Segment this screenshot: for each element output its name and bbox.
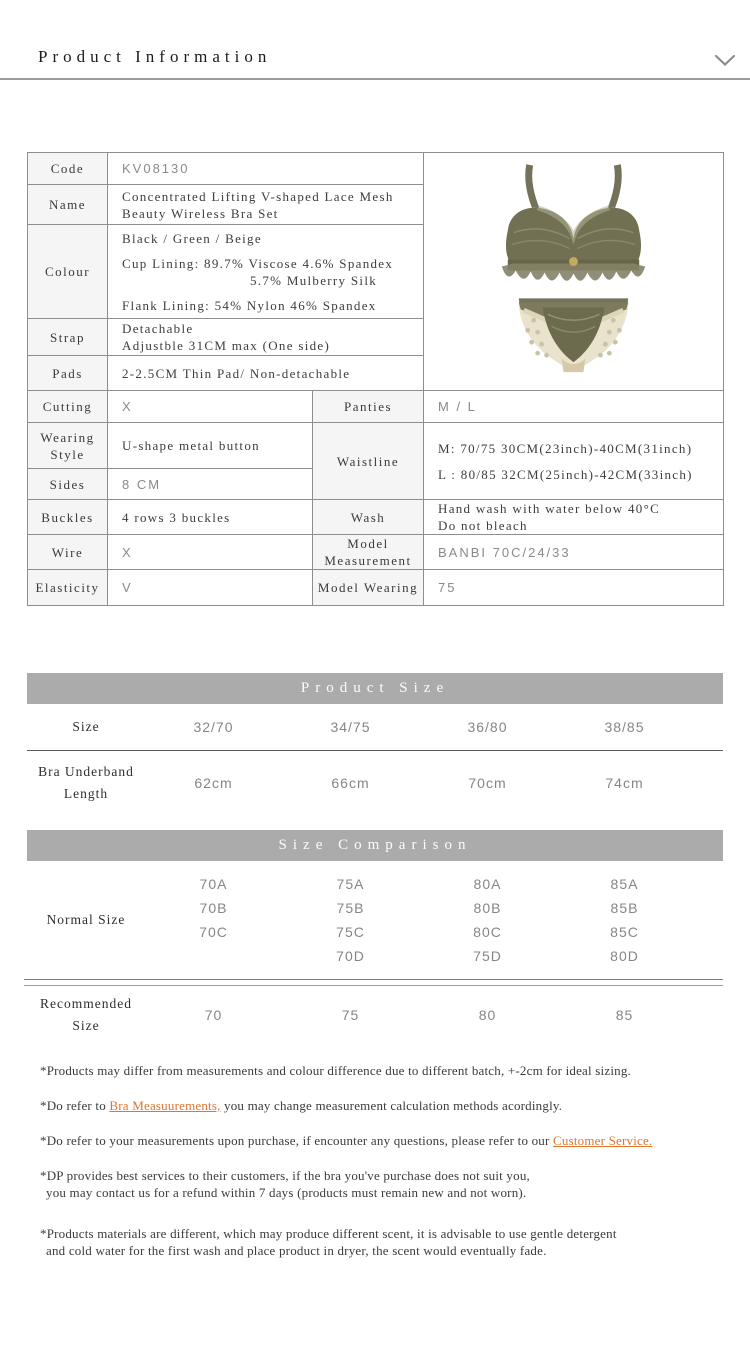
spec-value-cutting: X (108, 391, 313, 423)
spec-value-wash: Hand wash with water below 40°C Do not bleach (424, 500, 724, 535)
spec-label-pads: Pads (28, 356, 108, 391)
spec-label-waistline: Waistline (313, 423, 424, 500)
spec-label-wearing-style: Wearing Style (28, 423, 108, 469)
spec-label-wash: Wash (313, 500, 424, 535)
note-bra-measurements: *Do refer to Bra Measuurements, you may change measurement calculation methods acordingly. (40, 1098, 563, 1113)
spec-value-sides: 8 CM (108, 469, 313, 500)
spec-label-wire: Wire (28, 535, 108, 570)
spec-label-sides: Sides (28, 469, 108, 500)
spec-value-wearing-style: U-shape metal button (108, 423, 313, 469)
spec-value-wire: X (108, 535, 313, 570)
spec-label-strap: Strap (28, 319, 108, 356)
footnotes (40, 1062, 740, 1277)
size-value: 36/80 (467, 719, 508, 735)
normal-size-row (27, 861, 723, 979)
normal-size-column: 85A 85B 85C 80D (610, 876, 639, 964)
underband-value: 70cm (468, 775, 507, 791)
spec-value-code: KV08130 (108, 153, 424, 185)
note-sizing: *Products may differ from measurements and colour difference due to different batch, +-2cm for ideal sizing. (40, 1063, 631, 1078)
chevron-down-icon[interactable] (714, 54, 736, 72)
size-comparison-header-bar: Size Comparison (27, 830, 723, 861)
bra-set-illustration (424, 153, 723, 390)
underband-label: Bra Underband Length (38, 764, 134, 801)
recommended-size-row (27, 986, 723, 1044)
normal-size-column: 80A 80B 80C 75D (473, 876, 502, 964)
recommended-size-label: Recommended Size (40, 996, 132, 1033)
note-refund: *DP provides best services to their customers, if the bra you've purchase does not suit you, you may contact us for a refund within 7 days (products must remain new and not worn). (40, 1168, 530, 1200)
size-value: 34/75 (330, 719, 371, 735)
underband-row (27, 751, 723, 815)
normal-size-column: 75A 75B 75C 70D (336, 876, 365, 964)
spec-value-name: Concentrated Lifting V-shaped Lace Mesh Beauty Wireless Bra Set (108, 185, 424, 225)
size-row-label: Size (72, 719, 100, 734)
recommended-size-value: 85 (615, 1007, 634, 1023)
spec-value-model-measurement: BANBI 70C/24/33 (424, 535, 724, 570)
spec-value-pads: 2-2.5CM Thin Pad/ Non-detachable (108, 356, 424, 391)
spec-value-elasticity: V (108, 570, 313, 606)
normal-size-column: 70A 70B 70C (199, 876, 228, 940)
normal-size-label: Normal Size (46, 912, 126, 927)
note-customer-service: *Do refer to your measurements upon purchase, if encounter any questions, please refer to our Customer Service. (40, 1133, 653, 1148)
underband-value: 74cm (605, 775, 644, 791)
product-image (424, 153, 724, 391)
spec-value-strap: Detachable Adjustble 31CM max (One side) (108, 319, 424, 356)
recommended-size-value: 70 (204, 1007, 223, 1023)
recommended-size-value: 75 (341, 1007, 360, 1023)
spec-label-buckles: Buckles (28, 500, 108, 535)
bra-measurements-link[interactable]: Bra Measuurements, (109, 1098, 221, 1113)
spec-value-panties: M / L (424, 391, 724, 423)
spec-value-buckles: 4 rows 3 buckles (108, 500, 313, 535)
spec-label-model-measurement: Model Measurement (313, 535, 424, 570)
page-title: Product Information (38, 47, 272, 66)
underband-value: 62cm (194, 775, 233, 791)
product-size-header-bar: Product Size (27, 673, 723, 704)
size-value: 38/85 (604, 719, 645, 735)
customer-service-link[interactable]: Customer Service. (553, 1133, 653, 1148)
spec-table (27, 152, 724, 606)
recommended-size-value: 80 (478, 1007, 497, 1023)
underband-value: 66cm (331, 775, 370, 791)
spec-label-model-wearing: Model Wearing (313, 570, 424, 606)
spec-value-colour: Black / Green / Beige Cup Lining: 89.7% Viscose 4.6% Spandex 5.7% Mulberry Silk Flank Lining: 54% Nylon 46% Spandex (108, 225, 424, 319)
spec-label-cutting: Cutting (28, 391, 108, 423)
size-header-row (27, 704, 723, 751)
spec-value-waistline: M: 70/75 30CM(23inch)-40CM(31inch) L : 80/85 32CM(25inch)-42CM(33inch) (424, 423, 724, 500)
size-value: 32/70 (193, 719, 234, 735)
note-materials: *Products materials are different, which may produce different scent, it is advisable to use gentle detergent and cold water for the first wash and place product in dryer, the scent would eventually fade. (40, 1226, 617, 1258)
spec-label-colour: Colour (28, 225, 108, 319)
header-divider (0, 78, 750, 80)
double-divider-line (24, 979, 723, 986)
spec-label-panties: Panties (313, 391, 424, 423)
spec-label-code: Code (28, 153, 108, 185)
spec-label-elasticity: Elasticity (28, 570, 108, 606)
spec-value-model-wearing: 75 (424, 570, 724, 606)
spec-label-name: Name (28, 185, 108, 225)
